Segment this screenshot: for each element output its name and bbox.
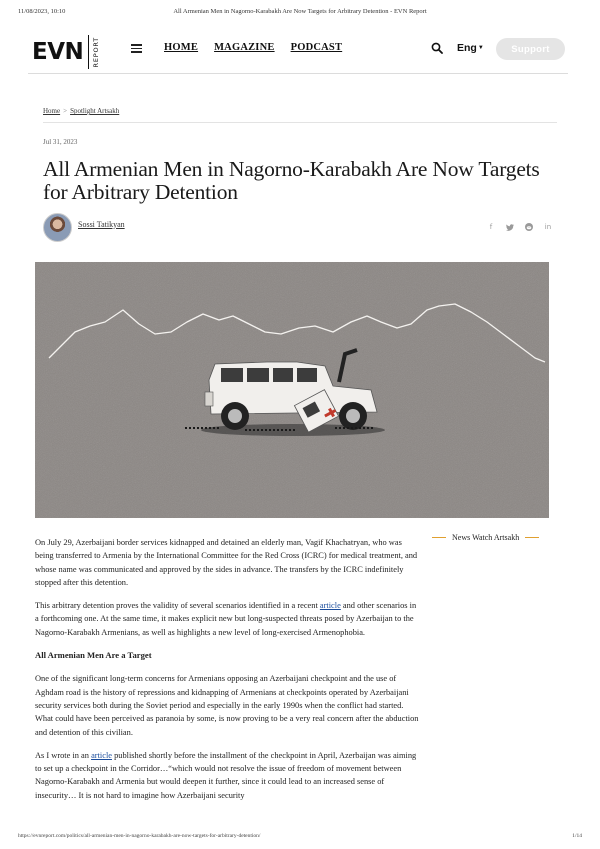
share-bar [487, 223, 552, 231]
print-page-title: All Armenian Men in Nagorno-Karabakh Are Now Targets for Arbitrary Detention - EVN Report [173, 8, 427, 15]
article-subheading: All Armenian Men Are a Target [35, 650, 152, 661]
article-paragraph-4: As I wrote in an article published shortly before the installment of the checkpoint in April, Azerbaijan was aiming to set up a checkpoint in the Corridor…“which would not resolve the issue of freedom of movement between Nagorno-Karabakh and Armenia but would deepen it further, since it could lead to an increased sense of insecurity… It is not hard to imagine how Azerbaijani security [35, 750, 417, 800]
logo-wordmark: EVN [32, 39, 84, 65]
article-paragraph-2: This arbitrary detention proves the validity of several scenarios identified in a recent article and other scenarios in a forthcoming one. At the same time, it makes explicit new but long-suspected threats posed by Azerbaijan to the Nagorno-Karabakh Armenians, as well as highlights a new level of long-exercised Armenophobia. [35, 601, 417, 637]
breadcrumb [43, 107, 119, 115]
nav-home-link[interactable]: HOME [164, 42, 199, 53]
sidebar-dash-left [432, 537, 446, 538]
logo-divider [88, 35, 89, 69]
article-paragraph-1: On July 29, Azerbaijani border services kidnapped and detained an elderly man, Vagif Khachatryan, who was being transferred to Armenia by the International Committee for the Red Cross (ICRC) for medical treatment, and whose name was communicated and approved by the sides in advance. The transfers by the ICRC indefinitely stopped after this detention. [35, 538, 418, 587]
nav-podcast-link[interactable]: PODCAST [290, 42, 343, 53]
language-selector[interactable] [457, 42, 484, 54]
article-link-2[interactable]: article [91, 750, 112, 760]
sidebar-label-text: News Watch Artsakh [452, 533, 520, 542]
author-block [43, 212, 125, 242]
sidebar-dash-right [525, 537, 539, 538]
author-name-link[interactable]: Sossi Tatikyan [78, 219, 125, 229]
facebook-icon[interactable]: f [489, 223, 493, 231]
nav-magazine-link[interactable]: MAGAZINE [214, 42, 275, 53]
author-avatar[interactable] [43, 213, 72, 242]
breadcrumb-home[interactable]: Home [43, 107, 61, 115]
linkedin-icon[interactable]: in [544, 223, 552, 231]
language-label: Eng [457, 42, 477, 54]
publish-date: Jul 31, 2023 [43, 138, 78, 146]
site-navbar [28, 26, 568, 74]
breadcrumb-divider [43, 122, 557, 123]
print-header [18, 8, 582, 20]
twitter-icon[interactable] [506, 223, 514, 231]
logo-subtitle: REPORT [92, 36, 101, 68]
print-footer [18, 833, 582, 843]
hero-illustration-art [35, 262, 549, 518]
chevron-down-icon: ▼ [477, 45, 484, 52]
print-datetime: 11/08/2023, 10:10 [18, 8, 66, 15]
menu-icon[interactable] [131, 43, 143, 53]
reddit-icon[interactable] [525, 223, 533, 231]
breadcrumb-section[interactable]: Spotlight Artsakh [70, 107, 120, 115]
print-url: https://evnreport.com/politics/all-armenian-men-in-nagorno-karabakh-are-now-targets-for-arbitrary-detention/ [18, 833, 261, 839]
support-button[interactable]: Support [496, 38, 565, 60]
breadcrumb-separator: > [63, 107, 68, 115]
site-logo[interactable] [32, 34, 100, 70]
main-nav [164, 42, 342, 53]
article-body [35, 536, 420, 812]
article-paragraph-3: One of the significant long-term concerns for Armenians opposing an Azerbaijani checkpoint and the use of Aghdam road is the history of repressions and kidnapping of Armenians at checkpoints operated by Azerbaijani security services both during the Soviet period and especially in the early 1990s when the conflict had started. What could have been perceived as paranoia by some, is now proving to be a very real concern after the abduction and detention of this civilian. [35, 674, 419, 737]
sidebar-news-watch[interactable] [432, 533, 550, 542]
hero-illustration [35, 262, 549, 518]
search-icon[interactable] [431, 42, 443, 54]
print-page-number: 1/14 [572, 833, 582, 839]
article-link-1[interactable]: article [319, 601, 341, 611]
article-title: All Armenian Men in Nagorno-Karabakh Are Now Targets for Arbitrary Detention [43, 157, 540, 204]
